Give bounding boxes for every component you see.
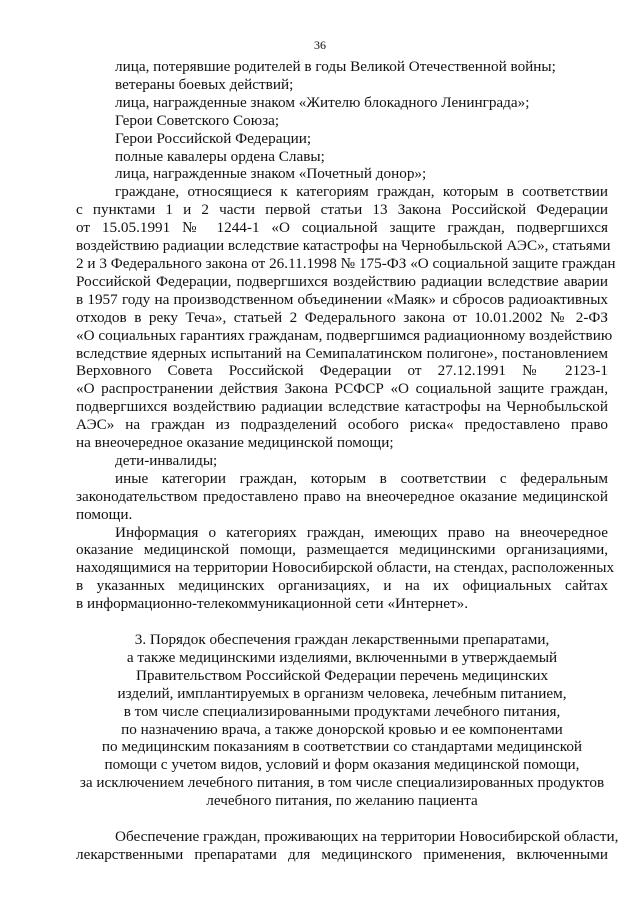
text-line: Информация о категориях граждан, имеющих право на внеочередное bbox=[115, 523, 608, 541]
text-line: Герои Советского Союза; bbox=[115, 111, 280, 129]
text-line: воздействию радиации вследствие катастрофы на Чернобыльской АЭС», статьями bbox=[76, 237, 611, 255]
text-line: в указанных медицинских организациях, и на их официальных сайтах bbox=[76, 577, 608, 595]
text-line: помощи. bbox=[76, 505, 133, 523]
heading-line: а также медицинскими изделиями, включенными в утверждаемый bbox=[126, 648, 558, 666]
text-line: АЭС» на граждан из подразделений особого риска« предоставлено право bbox=[76, 416, 608, 434]
text-line: с пунктами 1 и 2 части первой статьи 13 Закона Российской Федерации bbox=[76, 201, 608, 219]
text-line: оказание медицинской помощи, размещается медицинскими организациями, bbox=[76, 541, 608, 559]
heading-line: в том числе специализированными продуктами лечебного питания, bbox=[123, 702, 561, 720]
heading-line: 3. Порядок обеспечения граждан лекарственными препаратами, bbox=[134, 630, 550, 648]
text-line: на внеочередное оказание медицинской помощи; bbox=[76, 434, 394, 452]
text-line: иные категории граждан, которым в соответствии с федеральным bbox=[115, 469, 608, 487]
text-line: в информационно-телекоммуникационной сети «Интернет». bbox=[76, 595, 469, 613]
text-line: от 15.05.1991 № 1244-1 «О социальной защите граждан, подвергшихся bbox=[76, 219, 608, 237]
text-line: лица, потерявшие родителей в годы Великой Отечественной войны; bbox=[115, 58, 556, 75]
spacer bbox=[76, 810, 608, 828]
heading-line: по назначению врача, а также донорской кровью и ее компонентами bbox=[121, 720, 563, 738]
text-line: лекарственными препаратами для медицинского применения, включенными bbox=[76, 845, 608, 863]
heading-line: за исключением лечебного питания, в том числе специализированных продуктов bbox=[79, 774, 605, 792]
text-line: 2 и 3 Федерального закона от 26.11.1998 № 175-ФЗ «О социальной защите граждан bbox=[76, 254, 616, 272]
text-line: Российской Федерации, подвергшихся воздействию радиации вследствие аварии bbox=[76, 272, 608, 290]
text-line: подвергшихся воздействию радиации вследствие катастрофы на Чернобыльской bbox=[76, 398, 608, 416]
body-text bbox=[76, 58, 616, 613]
text-line: граждане, относящиеся к категориям граждан, которым в соответствии bbox=[115, 183, 608, 201]
heading-line: изделий, имплантируемых в организм человека, лечебным питанием, bbox=[117, 684, 567, 702]
text-line: лица, награжденные знаком «Жителю блокадного Ленинграда»; bbox=[115, 93, 530, 111]
section-heading bbox=[76, 631, 608, 810]
heading-line: помощи с учетом видов, условий и форм оказания медицинской помощи, bbox=[104, 756, 580, 774]
text-line: вследствие ядерных испытаний на Семипалатинском полигоне», постановлением bbox=[76, 344, 608, 362]
text-line: Герои Российской Федерации; bbox=[115, 129, 312, 147]
text-line: лица, награжденные знаком «Почетный донор»; bbox=[115, 165, 427, 183]
text-line: находящимися на территории Новосибирской области, на стендах, расположенных bbox=[76, 559, 615, 577]
heading-line: лечебного питания, по желанию пациента bbox=[206, 792, 478, 810]
text-line: Обеспечение граждан, проживающих на территории Новосибирской области, bbox=[115, 827, 619, 845]
spacer bbox=[76, 613, 608, 631]
text-line: отходов в реку Теча», статьей 2 Федерального закона от 10.01.2002 № 2-ФЗ bbox=[76, 308, 608, 326]
heading-line: по медицинским показаниям в соответствии со стандартами медицинской bbox=[101, 738, 583, 756]
document-body bbox=[76, 58, 619, 864]
page-number: 36 bbox=[314, 38, 326, 52]
closing-text bbox=[76, 827, 619, 864]
text-line: в 1957 году на производственном объединении «Маяк» и сбросов радиоактивных bbox=[76, 290, 608, 308]
text-line: законодательством предоставлено право на внеочередное оказание медицинской bbox=[76, 487, 608, 505]
heading-line: Правительством Российской Федерации перечень медицинских bbox=[135, 666, 549, 684]
text-line: Верховного Совета Российской Федерации от 27.12.1991 № 2123-1 bbox=[76, 362, 608, 380]
text-line: «О распространении действия Закона РСФСР «О социальной защите граждан, bbox=[76, 380, 608, 398]
text-line: дети-инвалиды; bbox=[115, 451, 218, 469]
text-line: полные кавалеры ордена Славы; bbox=[115, 147, 325, 165]
text-line: ветераны боевых действий; bbox=[115, 75, 294, 93]
text-line: «О социальных гарантиях гражданам, подвергшимся радиационному воздействию bbox=[76, 326, 613, 344]
